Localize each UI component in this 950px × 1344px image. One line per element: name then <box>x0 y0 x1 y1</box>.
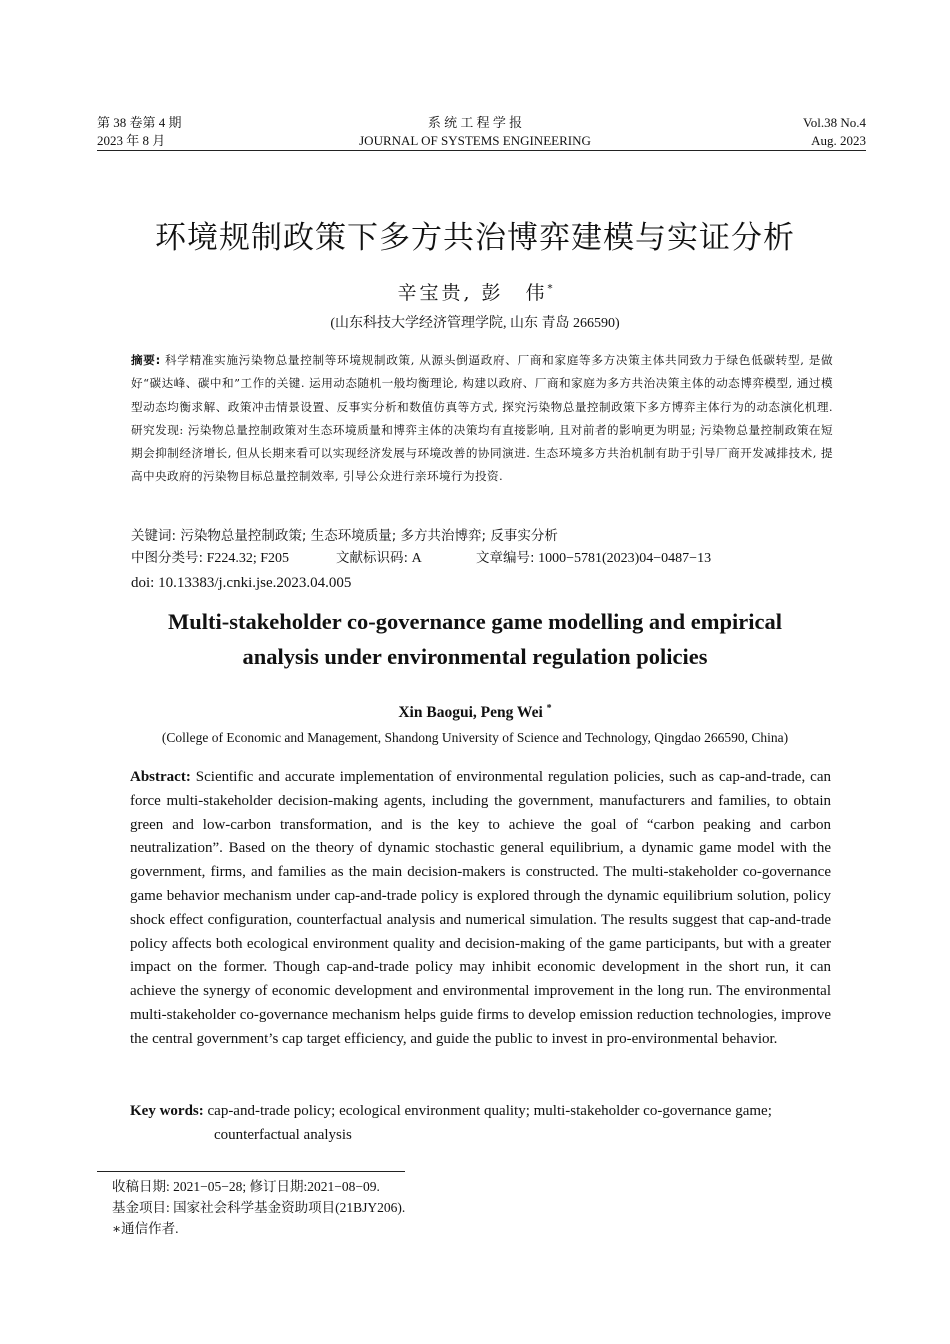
english-affiliation: (College of Economic and Management, Shandong University of Science and Technology, Qingdao 266590, China) <box>161 730 789 745</box>
publication-date: 2023 年 8 月 <box>97 133 166 148</box>
chinese-authors <box>0 278 950 305</box>
english-abstract-text: Scientific and accurate implementation of environmental regulation policies, such as cap-and-trade, can force multi-stakeholder decision-making agents, including the government, manufacturers and families, to obtain green and low-carbon transformation, and is the key to achieve the goal of “carbon peaking and carbon neutralization”. Based on the theory of dynamic stochastic general equilibrium, a dynamic game model with the government, firms, and families as the main decision-makers is constructed. The multi-stakeholder co-governance game behavior mechanism under cap-and-trade policy is explored through the dynamic equilibrium solution, policy shock effect configuration, counterfactual analysis and numerical simulation. The results suggest that cap-and-trade policy affects both ecological environment quality and decision-making of the game participants, but with a greater impact on the former. Though cap-and-trade policy may inhibit economic development in the short run, it can achieve the synergy of economic development and environmental improvement in the long run. The environmental multi-stakeholder co-governance mechanism helps guide firms to develop emission reduction technologies, improve the central government’s cap target efficiency, and guide the public to invest in pro-environmental behavior. <box>130 769 831 1047</box>
chinese-title: 环境规制政策下多方共治博弈建模与实证分析 <box>155 220 795 256</box>
clc-label: 中图分类号: <box>131 550 204 566</box>
footnote-corresponding: ∗通信作者. <box>112 1221 179 1236</box>
chinese-keywords-text: 污染物总量控制政策; 生态环境质量; 多方共治博弈; 反事实分析 <box>176 528 558 544</box>
footnote-fund: 基金项目: 国家社会科学基金资助项目(21BJY206). <box>112 1200 406 1215</box>
journal-name-cn: 系 统 工 程 学 报 <box>427 115 523 130</box>
english-keywords-line1: cap-and-trade policy; ecological environment quality; multi-stakeholder co-governance game; <box>203 1103 772 1119</box>
footnote-divider <box>97 1171 405 1172</box>
header-right <box>803 114 866 150</box>
clc-code <box>131 548 336 569</box>
chinese-keywords-label: 关键词: <box>131 528 177 544</box>
journal-name-en: JOURNAL OF SYSTEMS ENGINEERING <box>359 133 591 148</box>
doc-label: 文献标识码: <box>336 550 409 566</box>
volume-number-en: Vol.38 No.4 <box>803 115 866 130</box>
corresponding-mark: * <box>547 283 553 295</box>
article-value: 1000−5781(2023)04−0487−13 <box>534 551 712 566</box>
article-label: 文章编号: <box>476 550 535 566</box>
clc-value: F224.32; F205 <box>203 551 290 566</box>
doi[interactable]: doi: 10.13383/j.cnki.jse.2023.04.005 <box>131 575 352 591</box>
english-keywords-line2: counterfactual analysis <box>214 1127 352 1143</box>
header-divider <box>97 150 866 151</box>
english-keywords-label: Key words: <box>130 1103 204 1119</box>
english-title <box>0 604 950 674</box>
doc-value: A <box>408 551 422 566</box>
chinese-abstract-label: 摘要: <box>131 353 161 367</box>
english-abstract-label: Abstract: <box>130 769 191 785</box>
english-title-line2: analysis under environmental regulation policies <box>242 644 708 669</box>
chinese-affiliation: (山东科技大学经济管理学院, 山东 青岛 266590) <box>330 316 620 331</box>
english-keywords <box>130 1099 831 1147</box>
footnote-dates: 收稿日期: 2021−05−28; 修订日期:2021−08−09. <box>112 1179 380 1194</box>
english-author-names: Xin Baogui, Peng Wei <box>398 704 543 722</box>
volume-issue: 第 38 卷第 4 期 <box>97 115 182 130</box>
chinese-abstract <box>131 349 833 489</box>
document-code <box>336 548 476 569</box>
date-en: Aug. 2023 <box>811 133 866 148</box>
english-abstract <box>130 766 831 1052</box>
classification-row <box>131 548 831 569</box>
chinese-keywords <box>131 526 558 546</box>
english-authors <box>0 703 950 722</box>
english-title-line1: Multi-stakeholder co-governance game modelling and empirical <box>168 609 782 634</box>
chinese-author-names: 辛宝贵, 彭 伟 <box>397 282 548 304</box>
article-number <box>476 548 711 569</box>
english-corresponding-mark: * <box>546 703 552 714</box>
chinese-abstract-text: 科学精准实施污染物总量控制等环境规制政策, 从源头倒逼政府、厂商和家庭等多方决策主体共同致力于绿色低碳转型, 是做好“碳达峰、碳中和”工作的关键. 运用动态随机一般均衡理论, 构建以政府、厂商和家庭为多方共治决策主体的动态博弈模型, 通过模型动态均衡求解、政策冲击情景设置、反事实分析和数值仿真等方式, 探究污染物总量控制政策下多方博弈主体行为的动态演化机理. 研究发现: 污染物总量控制政策对生态环境质量和博弈主体的决策均有直接影响, 且对前者的影响更为明显; 污染物总量控制政策在短期会抑制经济增长, 但从长期来看可以实现经济发展与环境改善的协同演进. 生态环境多方共治机制有助于引导厂商开发减排技术, 提高中央政府的污染物目标总量控制效率, 引导公众进行亲环境行为投资. <box>131 353 833 484</box>
